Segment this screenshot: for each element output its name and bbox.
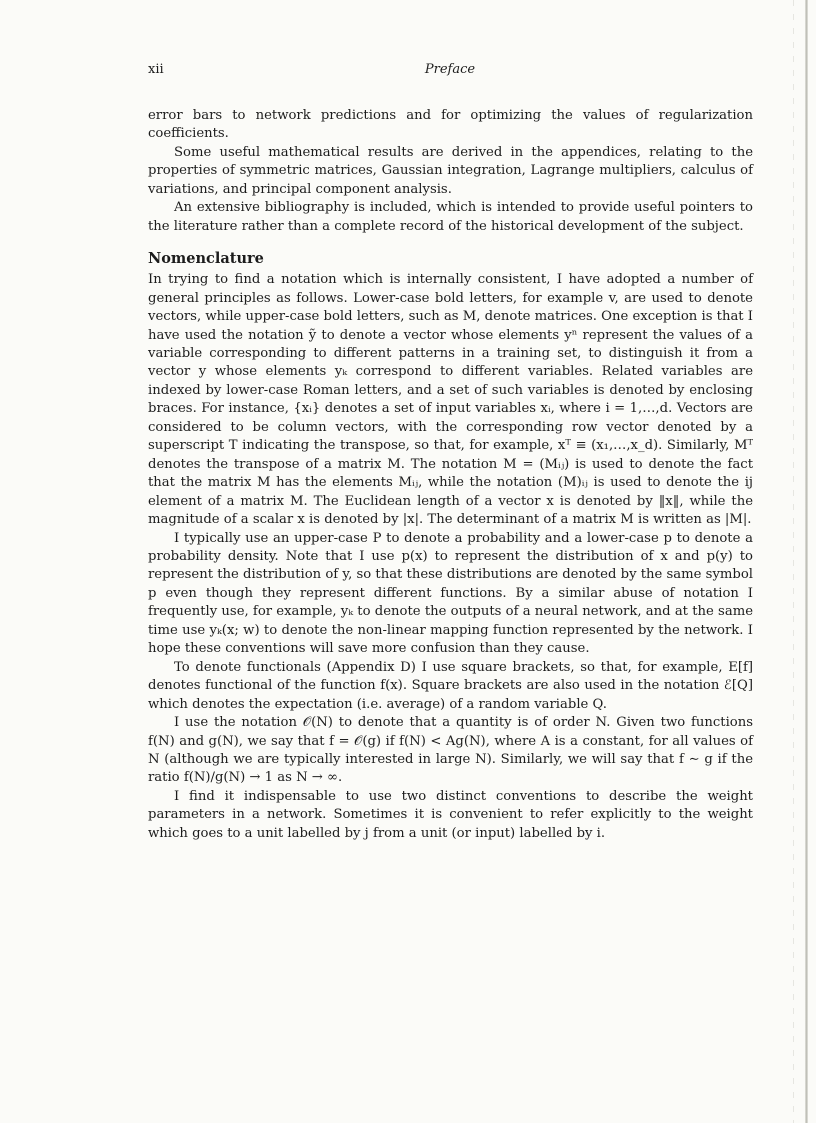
page-header [148,62,752,80]
paragraph-appendices: Some useful mathematical results are derived in the appendices, relating to the properties of symmetric matrices, Gaussian integration, Lagrange multipliers, calculus of variations, and principal component analysis. [148,144,753,197]
page-number: xii [148,62,164,77]
paragraph-order-notation: I use the notation 𝒪(N) to denote that a quantity is of order N. Given two functions f(N) and g(N), we say that f = 𝒪(g) if f(N) < Ag(N), where A is a constant, for all values of N (although we are typically interested in large N). Similarly, we will say that f ∼ g if the ratio f(N)/g(N) → 1 as N → ∞. [148,715,753,786]
paragraph-weight-conventions: I find it indispensable to use two distinct conventions to describe the weight parameters in a network. Sometimes it is convenient to refer explicitly to the weight which goes to a unit labelled by j from a unit (or input) labelled by i. [148,788,753,841]
running-title: Preface [424,62,476,77]
paragraph-error-bars: error bars to network predictions and for optimizing the values of regularization coefficients. [148,108,753,142]
paragraph-functionals: To denote functionals (Appendix D) I use square brackets, so that, for example, E[f] denotes functional of the function f(x). Square brackets are also used in the notation ℰ[Q] which denotes the expectation (i.e. average) of a random variable Q. [148,659,753,712]
paragraph-probability: I typically use an upper-case P to denote a probability and a lower-case p to denote a probability density. Note that I use p(x) to represent the distribution of x and p(y) to represent the distribution of y, so that these distributions are denoted by the same symbol p even though they represent different functions. By a similar abuse of notation I frequently use, for example, yₖ to denote the outputs of a neural network, and at the same time use yₖ(x; w) to denote the non-linear mapping function represented by the network. I hope these conventions will save more confusion than they cause. [148,530,753,657]
scan-edge-marks [793,0,794,1123]
paragraph-bibliography: An extensive bibliography is included, which is intended to provide useful pointers to the literature rather than a complete record of the historical development of the subject. [148,200,753,234]
paragraph-notation: In trying to find a notation which is internally consistent, I have adopted a number of general principles as follows. Lower-case bold letters, for example v, are used to denote vectors, while upper-case bold letters, such as M, denote matrices. One exception is that I have used the notation ỹ to denote a vector whose elements yⁿ represent the values of a variable corresponding to different patterns in a training set, to distinguish it from a vector y whose elements yₖ correspond to different variables. Related variables are indexed by lower-case Roman letters, and a set of such variables is denoted by enclosing braces. For instance, {xᵢ} denotes a set of input variables xᵢ, where i = 1,…,d. Vectors are considered to be column vectors, with the corresponding row vector denoted by a superscript T indicating the transpose, so that, for example, xᵀ ≡ (x₁,…,x_d). Similarly, Mᵀ denotes the transpose of a matrix M. The notation M = (Mᵢⱼ) is used to denote the fact that the matrix M has the elements Mᵢⱼ, while the notation (M)ᵢⱼ is used to denote the ij element of a matrix M. The Euclidean length of a vector x is denoted by ‖x‖, while the magnitude of a scalar x is denoted by |x|. The determinant of a matrix M is written as |M|. [148,272,754,528]
section-heading-nomenclature: Nomenclature [148,250,264,268]
page-body [148,107,753,843]
page-binding-edge [805,0,808,1123]
